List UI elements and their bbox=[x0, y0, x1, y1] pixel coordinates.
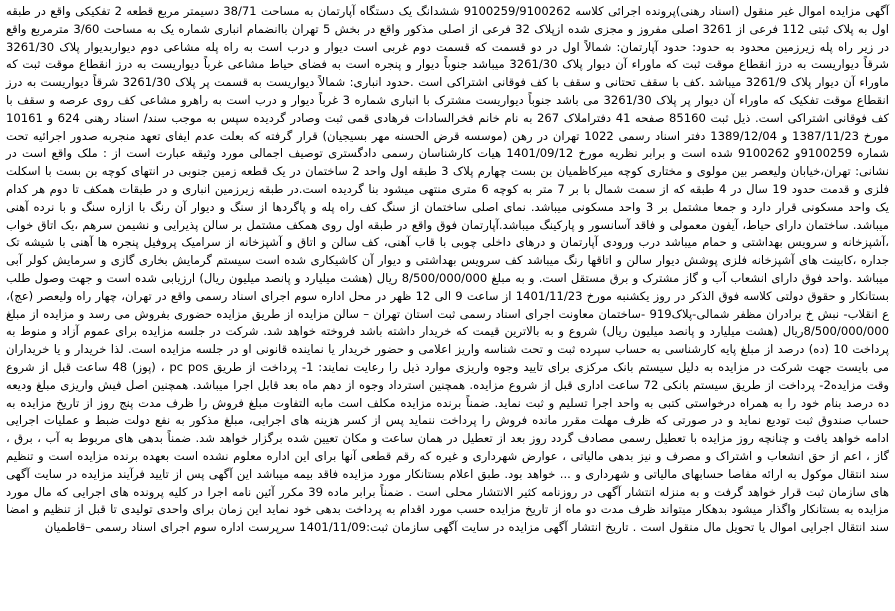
auction-notice-body: آگهی مزایده اموال غیر منقول (اسناد رهنی)پرونده اجرائی کلاسه 9100259/9100262 ششدانگ یک دستگاه آپارتمان به مساحت 38/71 دسیمتر مربع قطعه 2 تفکیکی واقع در طبقه اول به پلاک ثبتی 112 فرعی از 3261 اصلی مفروز و مجزی شده ازپلاک 32 فرعی از اصلی مذکور واقع در بخش 5 تهران باانضمام انباری شماره یک به مساحت 3/60 مترمربع واقع در زیر راه پله زیرزمین محدود به حدود: حدود آپارتمان: شمالاً اول در دو قسمت که قسمت دوم غربی است دیوار و درب است به راه پله مشاعی دوم دیواربدیوار پلاک 3261/30 شرقاً دیواریست به درز انقطاع موقت ثبت که ماوراء آن دیوار پلاک 3261/30 میباشد جنوباً دیوار و پنجره است به فضای حیاط مشاعی غرباً دیواریست به درز انقطاع موقت ثبت که ماوراء آن دیوار پلاک 3261/9 میباشد .کف با سقف تحتانی و سقف با کف فوقانی اشتراکی است .حدود انباری: شمالاً دیواریست به قسمت پر پلاک 3261/30 شرقاً دیواریست به درز انقطاع موقت تفکیک که ماوراء آن دیوار پر پلاک 3261/30 می باشد جنوباً دیواریست مشترک با انباری شماره 3 غرباً دیوار و درب است به راهرو مشاعی کف روی عرصه و سقف با کف فوقانی اشتراکی است. ذیل ثبت 85160 صفحه 41 دفتراملاک 267 به نام خانم فخرالسادات فرهادی قمی ثبت وصادر گردیده سپس به موجب سند/ اسناد رهنی 624 و 10161 مورخ 1387/11/23 و 1389/12/04 دفتر اسناد رسمی 1022 تهران در رهن (موسسه قرض الحسنه مهر بسیجیان) قرار گرفته که بعلت عدم ایفای تعهد منجربه صدور اجرائیه تحت شماره 9100259و 9100262 شده است و برابر نظریه مورخ 1401/09/12 هیات کارشناسان رسمی دادگستری توصیف اجمالی مورد وثیقه عبارت است از : ملک واقع است در نشانی: تهران،خیابان ولیعصر بین مولوی و مختاری کوچه میرکاظمیان بن بست چهارم پلاک 3 طبقه اول واحد 2 ساختمان در یک قطعه زمین جنوبی در انتهای کوچه بن بست با اسکلت فلزی و قدمت حدود 19 سال در 4 طبقه که از سمت شمال با بر 7 متر به کوچه 6 متری منتهی میشود بنا گردیده است.در طبقه زیرزمین انباری و در طبقات همکف تا دوم هر کدام یک واحد مسکونی قرار دارد و جمعا مشتمل بر 3 واحد مسکونی میباشد. نمای اصلی ساختمان از سنگ کف راه پله و پاگردها از سنگ و دیوار آن رنگ با ازاره سنگ و با نرده آهنی میباشد. ساختمان دارای حیاط، آیفون معمولی و فاقد آسانسور و پارکینگ میباشد.آپارتمان فوق واقع در طبقه اول روی همکف مشتمل بر سالن پذیرایی و نشیمن سرهم ،یک اتاق خواب ،آشپزخانه و سرویس بهداشتی و حمام میباشد درب ورودی آپارتمان و درهای داخلی چوبی با قاب آهنی، کف سالن و اتاق و آشپزخانه از سرامیک پروفیل پنجره ها آهنی با شیشه تک جداره ،کابینت های آشپزخانه فلزی پوشش دیوار سالن و اتاقها رنگ میباشد کف سرویس بهداشتی و دیوار آن کاشیکاری شده است سیستم گرمایش بخاری گازی و سرمایش کولر آبی میباشد .واحد فوق دارای انشعاب آب و گاز مشترک و برق مستقل است. و به مبلغ 8/500/000/000 ریال (هشت میلیارد و پانصد میلیون ریال) ارزیابی شده است و جهت وصول طلب بستانکار و حقوق دولتی کلاسه فوق الذکر در روز یکشنبه مورخ 1401/11/23 از ساعت 9 الی 12 ظهر در محل اداره سوم اجرای اسناد رسمی واقع در تهران، چهار راه ولیعصر (عج)، ع انقلاب- نبش خ برادران مظفر شمالی-پلاک919 -ساختمان معاونت اجرای اسناد رسمی ثبت استان تهران – سالن مزایده از طریق مزایده حضوری بفروش می رسد و مزایده از مبلغ 8/500/000/000ریال (هشت میلیارد و پانصد میلیون ریال) شروع و به بالاترین قیمت که خریدار داشته باشد فروخته خواهد شد. شرکت در جلسه مزایده برای عموم آزاد و منوط به پرداخت 10 (ده) درصد از مبلغ پایه کارشناسی به حساب سپرده ثبت و تحت شناسه واریز اعلامی و حضور خریدار یا نماینده قانونی او در جلسه مزایده است. لذا خریدار و یا خریداران می بایست جهت شرکت در مزایده به دلیل سیستم بانک مرکزی برای تایید وجوه واریزی موارد ذیل را رعایت نمایند: 1- پرداخت از طریق pc pos ، (پوز) 48 ساعت قبل از شروع وقت مزایده2- پرداخت از طریق سیستم بانکی 72 ساعت اداری قبل از شروع مزایده. همچنین استرداد وجوه از دهم ماه بعد قابل اجرا میباشد. همچنین اصل فیش واریزی مبلغ ودیعه ده درصد بنام خود را به همراه درخواستی کتبی به واحد اجرا تسلیم و ثبت نماید. ضمناً برنده مزایده مکلف است مابه التفاوت مبلغ فروش را ظرف مدت پنج روز از تاریخ مزایده به حساب صندوق ثبت تودیع نماید و در صورتی که ظرف مهلت مقرر مانده فروش را پرداخت ننماید پس از کسر هزینه های اجرایی، مبلغ مذکور به نفع دولت ضبط و عملیات اجرایی ادامه خواهد یافت و چنانچه روز مزایده با تعطیل رسمی مصادف گردد روز بعد از تعطیل در همان ساعت و مکان تعیین شده برگزار خواهد شد. ضمناً بدهی های مربوط به آب ، برق ، گاز ، اعم از حق انشعاب و اشتراک و مصرف و نیز بدهی مالیاتی ، عوارض شهرداری و غیره که رقم قطعی آنها برای این اداره معلوم نشده است بعهده برنده مزایده است و تنظیم سند انتقال موکول به ارائه مفاصا حسابهای مالیاتی و شهرداری و ... خواهد بود. طبق اعلام بستانکار مورد مزایده فاقد بیمه میباشد این آگهی پس از تایید فرآیند مزایده در سایت آگهی های سازمان ثبت قرار خواهد گرفت و به منزله انتشار آگهی در روزنامه کثیر الانتشار محلی است . ضمناً برابر ماده 39 مکرر آئین نامه اجرا در کلیه پرونده های اجرایی که مال مورد مزایده به بستانکار واگذار میشود بدهکار میتواند ظرف مدت دو ماه از تاریخ مزایده حسب مورد اقدام به پرداخت بدهی خود نماید این زمان برای واحدی تولیدی تا قبل از تنظیم و امضا سند انتقال اجرایی اموال یا تحویل مال منقول است . تاریخ انتشار آگهی مزایده در سایت آگهی سازمان ثبت:1401/11/09 سرپرست اداره سوم اجرای اسناد رسمی –قاطمیان bbox=[5, 4, 890, 535]
auction-notice-text bbox=[6, 3, 889, 537]
